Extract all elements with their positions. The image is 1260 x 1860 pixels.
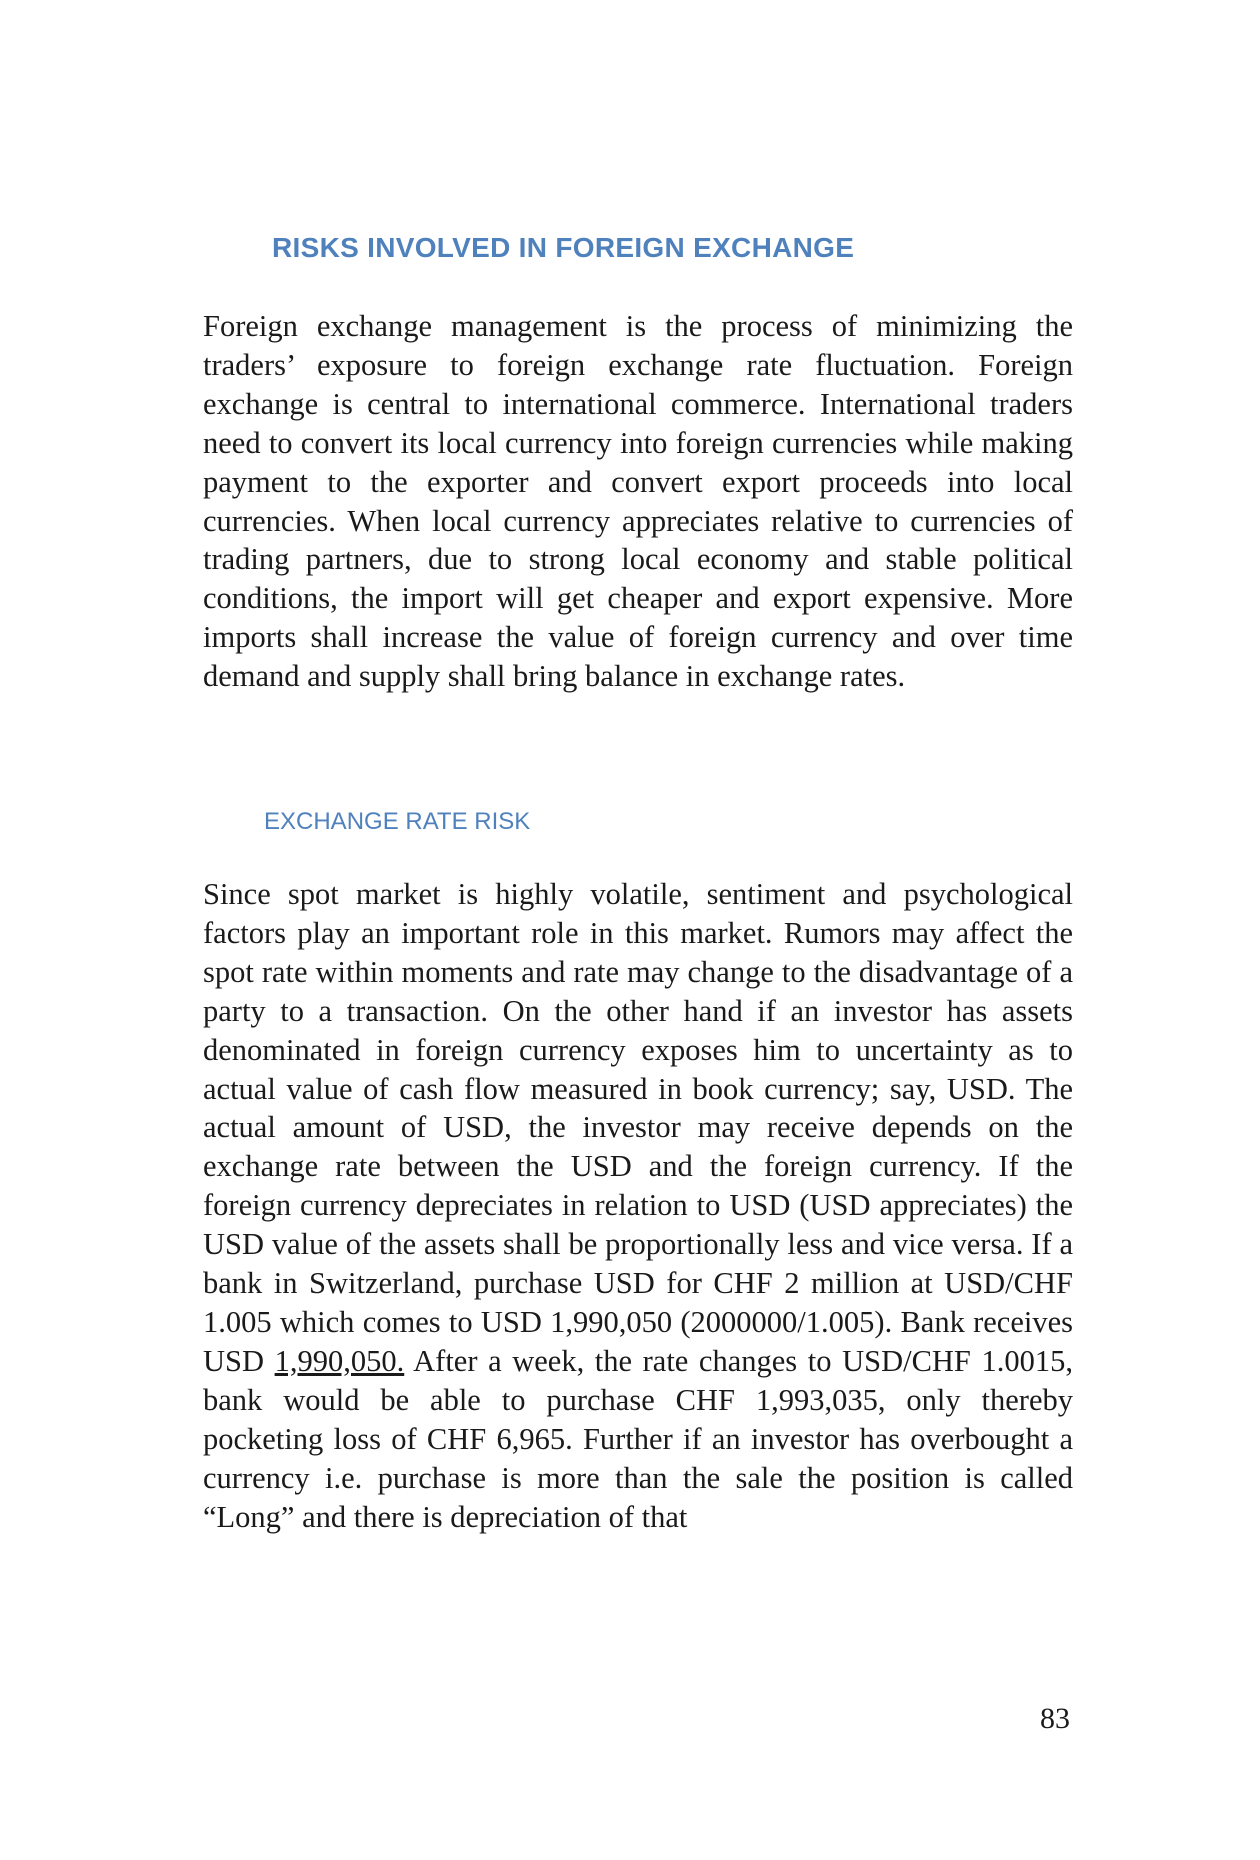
underlined-amount: 1,990,050.: [274, 1343, 405, 1378]
subsection-heading: EXCHANGE RATE RISK: [264, 808, 531, 835]
paragraph-text-part-1: Since spot market is highly volatile, sentiment and psychological factors play an important role in this market. Rumors may affect the spot rate within moments and rate may change to the disadvantage of a party to a transaction. On the other hand if an investor has assets denominated in foreign currency exposes him to uncertainty as to actual value of cash flow measured in book currency; say, USD. The actual amount of USD, the investor may receive depends on the exchange rate between the USD and the foreign currency. If the foreign currency depreciates in relation to USD (USD appreciates) the USD value of the assets shall be proportionally less and vice versa. If a bank in Switzerland, purchase USD for CHF 2 million at USD/CHF 1.005 which comes to USD 1,990,050 (2000000/1.005). Bank receives USD: [203, 877, 1073, 1378]
section-heading: RISKS INVOLVED IN FOREIGN EXCHANGE: [272, 232, 855, 263]
body-paragraph-exchange-rate-risk: [203, 875, 1073, 1536]
page-number: 83: [1040, 1702, 1070, 1735]
paragraph-text-part-2: After a week, the rate changes to USD/CHF 1.0015, bank would be able to purchase CHF 1,993,035, only thereby pocketing loss of CHF 6,965. Further if an investor has overbought a currency i.e. purchase is more than the sale the position is called “Long” and there is depreciation of that: [203, 1343, 1073, 1534]
body-paragraph-foreign-exchange-management: Foreign exchange management is the process of minimizing the traders’ exposure to foreign exchange rate fluctuation. Foreign exchange is central to international commerce. International traders need to convert its local currency into foreign currencies while making payment to the exporter and convert export proceeds into local currencies. When local currency appreciates relative to currencies of trading partners, due to strong local economy and stable political conditions, the import will get cheaper and export expensive. More imports shall increase the value of foreign currency and over time demand and supply shall bring balance in exchange rates.: [203, 309, 1073, 694]
